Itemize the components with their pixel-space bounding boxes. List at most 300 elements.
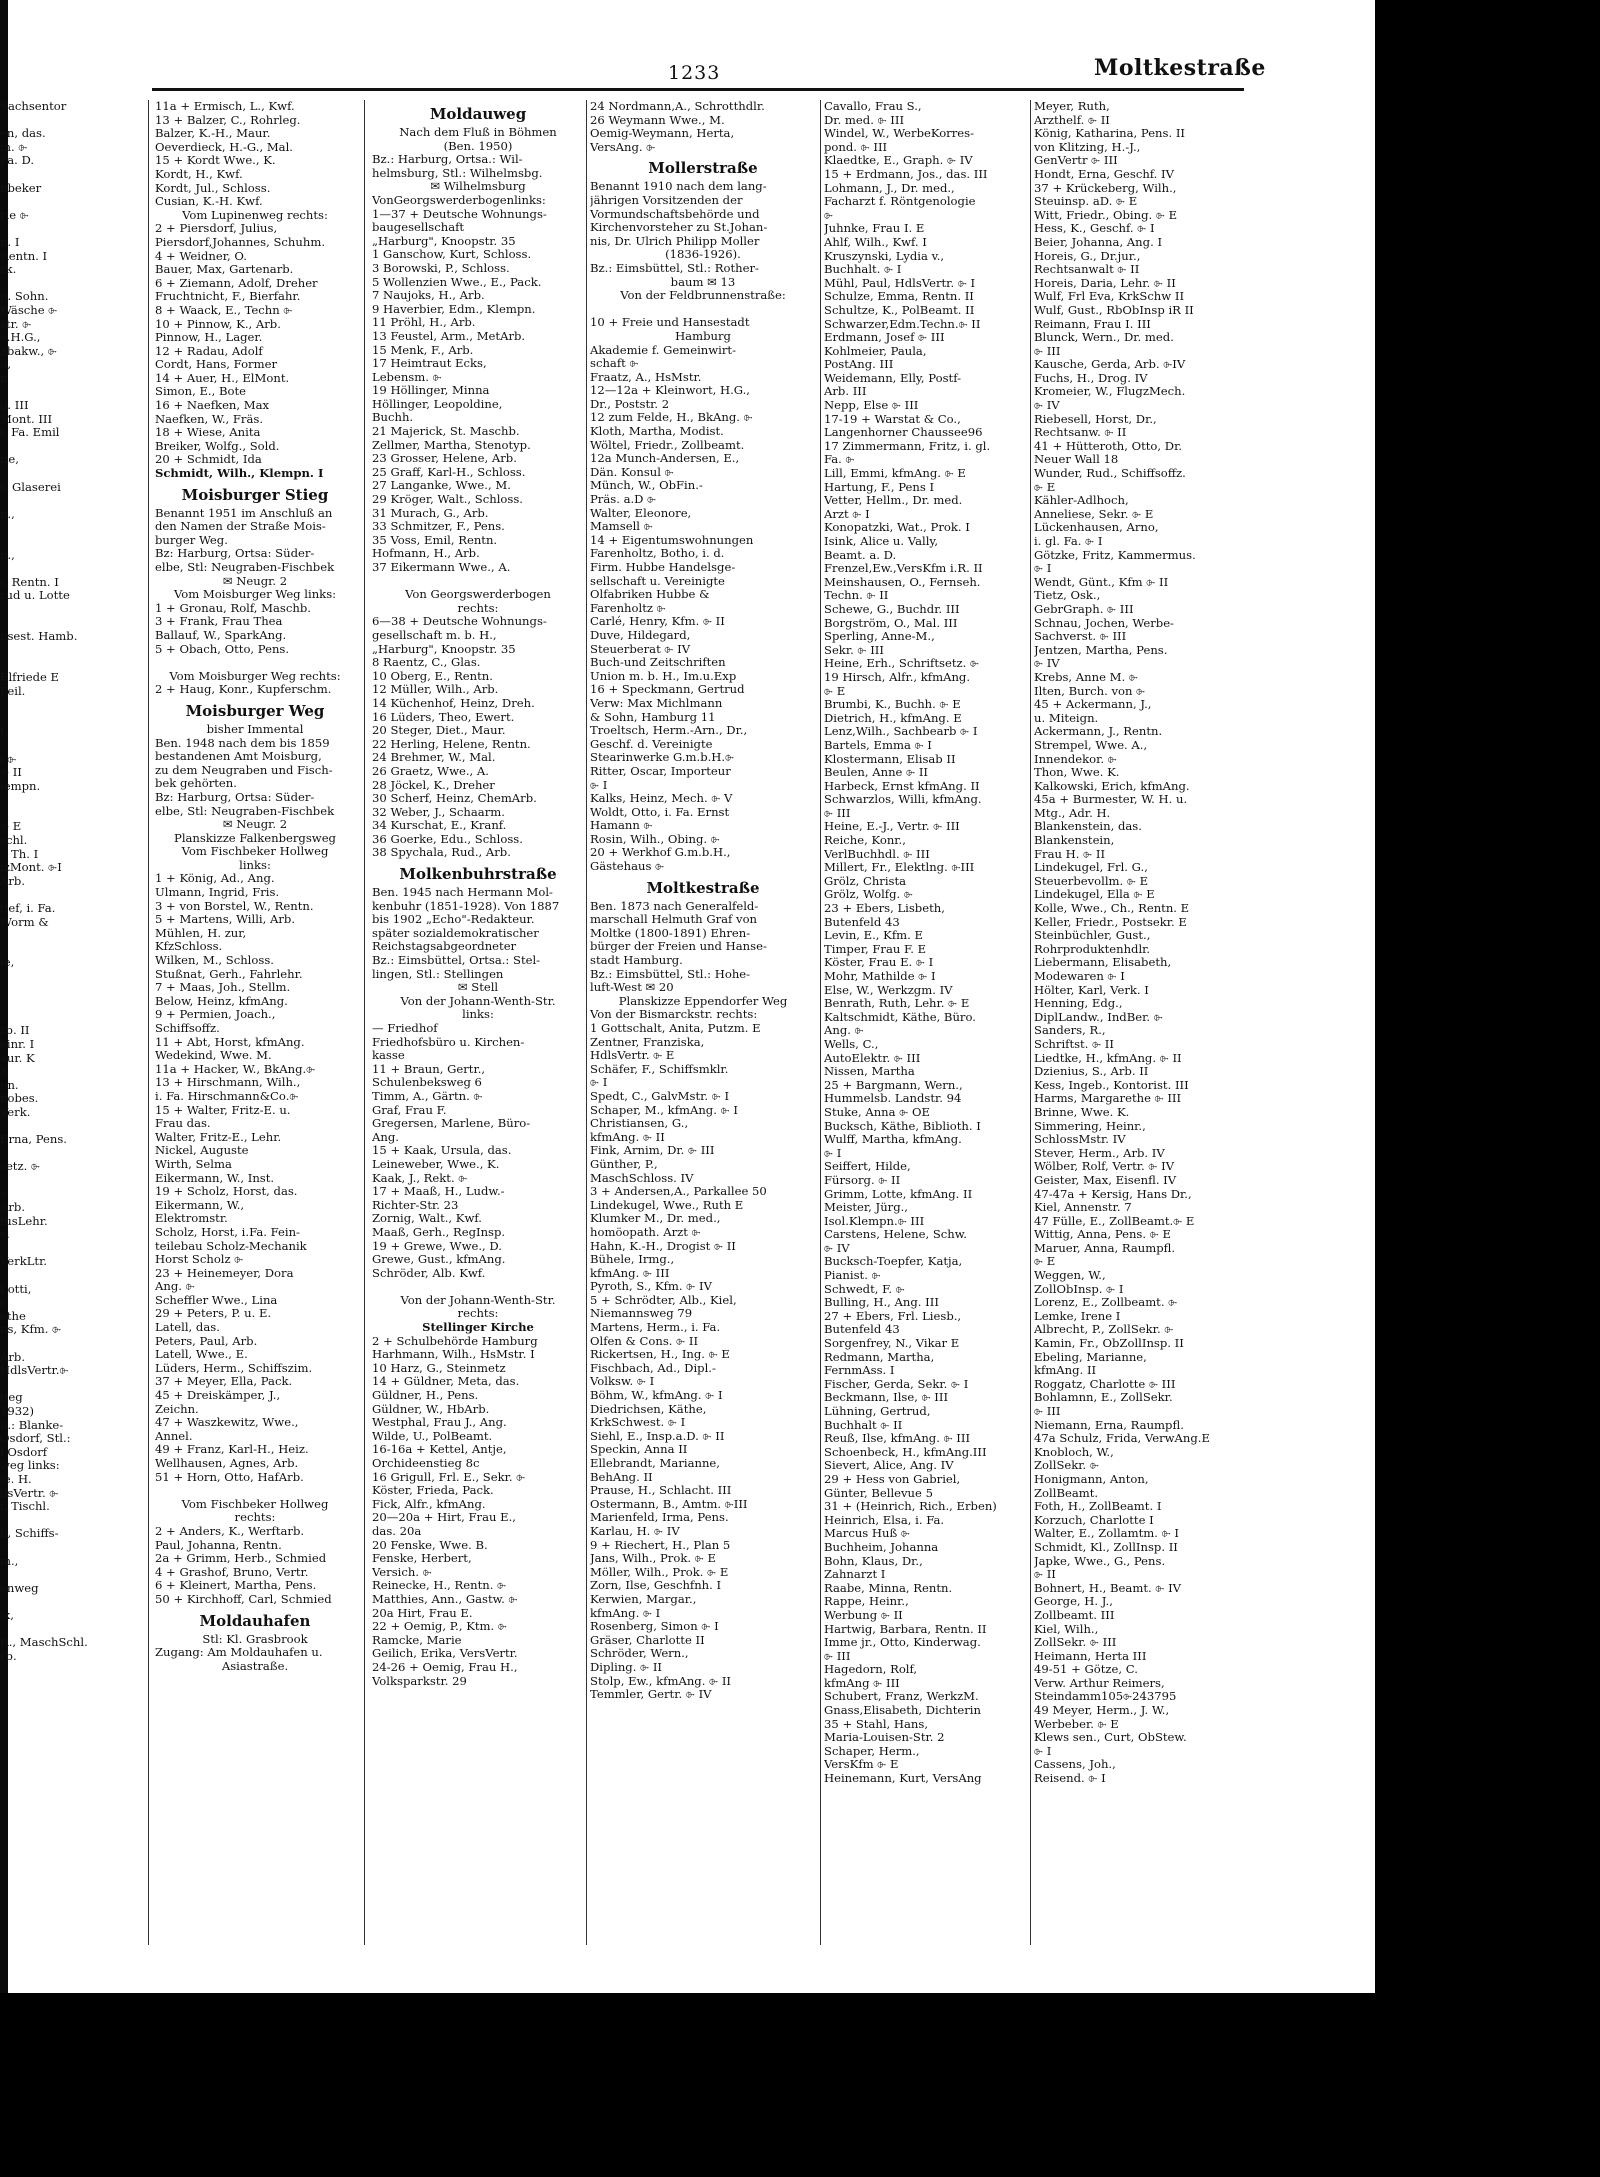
- entry-line: rud u. Lotte: [0, 589, 70, 603]
- entry-line: 2 + Haug, Konr., Kupferschm.: [155, 683, 332, 697]
- entry-line: Foth, H., ZollBeamt. I: [1034, 1500, 1162, 1514]
- entry-line: [0, 984, 140, 998]
- street-heading: Molkenbuhrstraße: [399, 865, 557, 884]
- entry-line: Kerwien, Margar.,: [590, 1592, 697, 1606]
- entry-line: Eikermann, W., Inst.: [155, 1171, 275, 1185]
- entry-line: Temmler, Gertr. ⌱ IV: [590, 1688, 712, 1702]
- entry-line: Maruer, Anna, Raumpfl.: [1034, 1241, 1176, 1255]
- entry-line: Blankenstein,: [1034, 834, 1115, 848]
- entry-line: Hartwig, Barbara, Rentn. II: [824, 1622, 987, 1636]
- entry-line: Planskizze Eppendorfer Weg: [618, 994, 788, 1008]
- entry-line: bürger der Freien und Hanse-: [590, 940, 767, 954]
- entry-line: Lebensm. ⌱: [372, 370, 442, 384]
- entry-line: Dzienius, S., Arb. II: [1034, 1065, 1149, 1079]
- entry-line: 10 + Freie und Hansestadt: [590, 316, 750, 330]
- entry-line: 20 + Schmidt, Ida: [155, 453, 262, 467]
- entry-line: 14 + Eigentumswohnungen: [590, 533, 754, 547]
- entry-line: Heine, E.-J., Vertr. ⌱ III: [824, 820, 960, 834]
- entry-line: weg links:: [0, 1459, 60, 1473]
- entry-line: Weggen, W.,: [1034, 1269, 1106, 1283]
- entry-line: [0, 1378, 140, 1392]
- entry-line: Albrecht, P., ZollSekr. ⌱: [1034, 1323, 1174, 1337]
- entry-line: Weidemann, Elly, Postf-: [824, 371, 962, 385]
- entry-line: helmsburg, Stl.: Wilhelmsbg.: [372, 166, 543, 180]
- entry-line: Schulze, Emma, Rentn. II: [824, 290, 974, 304]
- entry-line: [0, 467, 140, 481]
- entry-line: Meyer, Ruth,: [1034, 100, 1110, 113]
- entry-line: d,: [0, 358, 12, 372]
- entry-line: Vom Moisburger Weg links:: [173, 588, 337, 602]
- entry-line: teilebau Scholz-Mechanik: [155, 1239, 307, 1253]
- entry-line: Meister, Jürg.,: [824, 1201, 908, 1215]
- entry-line: Präs. a.D ⌱: [590, 493, 657, 507]
- header-rule: [152, 88, 1244, 91]
- entry-line: Hofmann, H., Arb.: [372, 547, 480, 561]
- entry-line: Lindekugel, Wwe., Ruth E: [590, 1198, 744, 1212]
- entry-line: Werbung ⌱ II: [824, 1608, 903, 1622]
- entry-line: Rentn. I: [0, 249, 48, 263]
- entry-line: Heinrich, Elsa, i. Fa.: [824, 1513, 945, 1527]
- entry-line: Wulf, Frl Eva, KrkSchw II: [1034, 290, 1185, 304]
- entry-line: 11a + Ermisch, L., Kwf.: [155, 100, 295, 113]
- entry-line: Fenske, Herbert,: [372, 1552, 472, 1566]
- entry-line: Dän. Konsul ⌱: [590, 465, 674, 479]
- entry-line: 17 Heimtraut Ecks,: [372, 357, 487, 371]
- entry-line: Köster, Frieda, Pack.: [372, 1484, 494, 1498]
- entry-line: 2 + Piersdorf, Julius,: [155, 222, 278, 236]
- entry-line: ✉ Neugr. 2: [222, 818, 288, 832]
- entry-line: [155, 656, 355, 670]
- entry-line: SchlossMstr. IV: [1034, 1133, 1126, 1147]
- entry-line: Marienfeld, Irma, Pens.: [590, 1511, 729, 1525]
- running-head: Moltkestraße: [1094, 55, 1266, 81]
- entry-line: elbe, Stl: Neugraben-Fischbek: [155, 804, 335, 818]
- entry-line: Schäfer, F., Schiffsmklr.: [590, 1062, 729, 1076]
- entry-line: Olfen & Cons. ⌱ II: [590, 1334, 699, 1348]
- entry-line: Schwedt, F. ⌱: [824, 1282, 905, 1296]
- entry-line: Hagedorn, Rolf,: [824, 1663, 918, 1677]
- entry-line: lx,: [0, 1608, 14, 1622]
- entry-line: 13 + Balzer, C., Rohrleg.: [155, 113, 301, 127]
- entry-line: & Sohn, Hamburg 11: [590, 710, 716, 724]
- entry-line: Vetter, Hellm., Dr. med.: [824, 494, 963, 508]
- entry-line: 2 + Schulbehörde Hamburg: [372, 1334, 538, 1348]
- entry-line: Marcus Huß ⌱: [824, 1527, 910, 1541]
- entry-line: Zentner, Franziska,: [590, 1035, 705, 1049]
- entry-line: rechts:: [234, 1511, 276, 1525]
- entry-line: Mühl, Paul, HdlsVertr. ⌱ I: [824, 276, 976, 290]
- entry-line: Geister, Max, Eisenfl. IV: [1034, 1173, 1177, 1187]
- entry-line: Klumker M., Dr. med.,: [590, 1212, 721, 1226]
- entry-line: 24 Brehmer, W., Mal.: [372, 751, 496, 765]
- entry-line: Von der Johann-Wenth-Str.: [400, 1293, 556, 1307]
- entry-line: Wirth, Selma: [155, 1157, 232, 1171]
- entry-line: Duve, Hildegard,: [590, 628, 691, 642]
- entry-line: ⌱ E: [824, 684, 846, 698]
- entry-line: Worm &: [0, 915, 49, 929]
- entry-line: Ang. ⌱: [155, 1280, 195, 1294]
- entry-line: Strempel, Wwe. A.,: [1034, 738, 1148, 752]
- entry-line: 11 + Abt, Horst, kfmAng.: [155, 1035, 305, 1049]
- entry-line: 30 Scherf, Heinz, ChemArb.: [372, 792, 537, 806]
- entry-line: Farenholtz, Botho, i. d.: [590, 547, 725, 561]
- entry-line: 22 Herling, Helene, Rentn.: [372, 737, 531, 751]
- entry-line: Fürsorg. ⌱ II: [824, 1173, 901, 1187]
- column-2: [372, 100, 584, 1980]
- entry-line: ⌱ II: [0, 766, 22, 780]
- entry-line: [155, 1484, 355, 1498]
- entry-line: Ritter, Oscar, Importeur: [590, 764, 731, 778]
- entry-line: [0, 1147, 140, 1161]
- entry-line: Walter, Fritz-E., Lehr.: [155, 1130, 282, 1144]
- entry-line: Zugang: Am Moldauhafen u.: [155, 1646, 323, 1660]
- entry-line: Union m. b. H., Im.u.Exp: [590, 669, 737, 683]
- entry-line: R., MaschSchl.: [0, 1636, 88, 1650]
- entry-line: Günther, P.,: [590, 1157, 658, 1171]
- entry-line: ⌱ III: [1034, 1405, 1061, 1418]
- entry-line: BehAng. II: [590, 1470, 653, 1484]
- entry-line: 24-26 + Oemig, Frau H.,: [372, 1660, 518, 1674]
- entry-line: Lorenz, E., Zollbeamt. ⌱: [1034, 1296, 1178, 1310]
- entry-line: Cavallo, Frau S.,: [824, 100, 922, 113]
- entry-line: Henning, Edg.,: [1034, 997, 1123, 1011]
- entry-line: 20 + Werkhof G.m.b.H.,: [590, 846, 731, 860]
- entry-line: Siehl, E., Insp.a.D. ⌱ II: [590, 1429, 725, 1443]
- entry-line: Reinecke, H., Rentn. ⌱: [372, 1579, 507, 1593]
- street-heading: Moltkestraße: [646, 878, 760, 897]
- entry-line: 26 Graetz, Wwe., A.: [372, 764, 489, 778]
- entry-line: 49 + Franz, Karl-H., Heiz.: [155, 1443, 309, 1457]
- entry-line: George, H. J.,: [1034, 1595, 1113, 1609]
- entry-line: Grimm, Lotte, kfmAng. II: [824, 1187, 973, 1201]
- entry-line: Güldner, W., HbArb.: [372, 1402, 490, 1416]
- entry-line: Ramcke, Marie: [372, 1633, 462, 1647]
- entry-line: Fruchtnicht, F., Bierfahr.: [155, 290, 301, 304]
- entry-line: Konopatzki, Wat., Prok. I: [824, 521, 970, 535]
- entry-line: Zeichn.: [155, 1402, 199, 1416]
- entry-line: Rohrproduktenhdlr.: [1034, 942, 1151, 956]
- entry-line: [0, 1120, 140, 1134]
- entry-line: [0, 970, 140, 984]
- entry-line: 3 + Andersen,A., Parkallee 50: [590, 1185, 767, 1199]
- entry-line: 31 Murach, G., Arb.: [372, 506, 489, 520]
- entry-line: Bz.: Eimsbüttel, Stl.: Hohe-: [590, 967, 751, 981]
- entry-line: Schmidt, Kl., ZollInsp. II: [1034, 1540, 1178, 1554]
- entry-line: Steuerberat ⌱ IV: [590, 642, 691, 656]
- entry-line: en, das.: [0, 127, 46, 141]
- entry-line: Osdorf, Stl.:: [0, 1432, 71, 1446]
- entry-line: ZollSekr. ⌱: [1034, 1459, 1099, 1473]
- entry-line: Beckmann, Ilse, ⌱ III: [824, 1391, 949, 1405]
- entry-line: Friedhofsbüro u. Kirchen-: [372, 1035, 525, 1049]
- entry-line: [0, 807, 140, 821]
- entry-line: 1 + König, Ad., Ang.: [155, 872, 275, 886]
- entry-line: ⌱ I: [590, 778, 608, 792]
- entry-line: r, Rentn. I: [0, 575, 59, 589]
- entry-line: [372, 1280, 584, 1294]
- entry-line: Ang. ⌱: [824, 1024, 864, 1038]
- entry-line: s.: [0, 1228, 10, 1242]
- entry-line: 35 + Stahl, Hans,: [824, 1717, 929, 1731]
- entry-line: Pianist. ⌱: [824, 1269, 881, 1283]
- entry-line: ⌱ E: [1034, 1255, 1056, 1269]
- entry-line: Versich. ⌱: [372, 1565, 432, 1579]
- entry-line: 28 Jöckel, K., Dreher: [372, 778, 495, 792]
- entry-line: Gnass,Elisabeth, Dichterin: [824, 1704, 981, 1718]
- entry-line: Sorgenfrey, N., Vikar E: [824, 1337, 960, 1351]
- street-heading: Moldauweg: [429, 105, 527, 123]
- entry-line: Butenfeld 43: [824, 1323, 900, 1337]
- entry-line: Frau das.: [155, 1117, 211, 1131]
- entry-line: Feil.: [0, 684, 26, 698]
- entry-line: i. Fa. Hirschmann&Co.⌱: [155, 1089, 299, 1103]
- entry-line: Roggatz, Charlotte ⌱ III: [1034, 1377, 1176, 1391]
- entry-line: 12 + Radau, Adolf: [155, 344, 263, 358]
- entry-line: Redmann, Martha,: [824, 1350, 935, 1364]
- entry-line: Schwarzer,Edm.Techn.⌱ II: [824, 317, 981, 331]
- entry-line: Münch, W., ObFin.-: [590, 479, 703, 493]
- entry-line: fusLehr.: [0, 1214, 48, 1228]
- entry-line: kenbuhr (1851-1928). Von 1887: [372, 899, 560, 913]
- entry-line: Heine, Erh., Schriftsetz. ⌱: [824, 657, 980, 671]
- entry-line: Götzke, Fritz, Kammermus.: [1034, 548, 1196, 562]
- entry-line: 11 + Braun, Gertr.,: [372, 1062, 486, 1076]
- entry-line: [0, 1269, 140, 1283]
- entry-line: Sievert, Alice, Ang. IV: [824, 1459, 954, 1473]
- entry-line: tlef, i. Fa.: [0, 902, 56, 916]
- entry-line: 49-51 + Götze, C.: [1034, 1663, 1138, 1677]
- entry-line: 35 Voss, Emil, Rentn.: [372, 533, 498, 547]
- entry-line: Diedrichsen, Käthe,: [590, 1402, 707, 1416]
- entry-line: u. Sohn.: [0, 290, 49, 304]
- entry-line: Fraatz, A., HsMstr.: [590, 370, 702, 384]
- entry-line: Wäsche ⌱: [0, 303, 58, 317]
- entry-line: Lüders, Herm., Schiffszim.: [155, 1361, 313, 1375]
- entry-line: 19 Höllinger, Minna: [372, 384, 490, 398]
- entry-line: marschall Helmuth Graf von: [590, 913, 758, 927]
- entry-line: ite,: [0, 453, 19, 467]
- entry-line: Pyroth, S., Kfm. ⌱ IV: [590, 1280, 712, 1294]
- entry-line: bestandenen Amt Moisburg,: [155, 750, 322, 764]
- entry-line: Ulmann, Ingrid, Fris.: [155, 886, 280, 900]
- entry-line: Böhm, W., kfmAng. ⌱ I: [590, 1389, 723, 1403]
- entry-line: 27 + Ebers, Frl. Liesb.,: [824, 1309, 962, 1323]
- entry-line: Von der Johann-Wenth-Str.: [400, 994, 556, 1008]
- entry-line: Kohlmeier, Paula,: [824, 344, 927, 358]
- entry-line: Bohnert, H., Beamt. ⌱ IV: [1034, 1581, 1182, 1595]
- entry-line: Sekr. ⌱ III: [824, 643, 884, 657]
- entry-line: 47 Fülle, E., ZollBeamt.⌱ E: [1034, 1214, 1195, 1228]
- entry-line: ✉ Neugr. 2: [222, 574, 288, 588]
- entry-line: Breiker, Wolfg., Sold.: [155, 439, 280, 453]
- entry-line: Günter, Bellevue 5: [824, 1486, 933, 1500]
- entry-line: Hamann ⌱: [590, 819, 653, 833]
- entry-line: Keller, Friedr., Postsekr. E: [1034, 915, 1187, 929]
- entry-line: Bucksch-Toepfer, Katja,: [824, 1255, 963, 1269]
- entry-line: Kordt, H., Kwf.: [155, 167, 243, 181]
- entry-line: 20a Hirt, Frau E.: [372, 1606, 473, 1620]
- entry-line: pond. ⌱ III: [824, 140, 888, 154]
- entry-line: 12 zum Felde, H., BkAng. ⌱: [590, 411, 753, 425]
- entry-line: Kamin, Fr., ObZollInsp. II: [1034, 1337, 1184, 1351]
- entry-line: Grölz, Wolfg. ⌱: [824, 888, 913, 902]
- entry-line: Moltke (1800-1891) Ehren-: [590, 926, 751, 940]
- entry-line: i Osdorf: [0, 1445, 48, 1459]
- entry-line: Buch-und Zeitschriften: [590, 656, 726, 670]
- entry-line: Hahn, K.-H., Drogist ⌱ II: [590, 1239, 736, 1253]
- entry-line: Pinnow, H., Lager.: [155, 331, 263, 345]
- entry-line: ⌱ IV: [824, 1241, 850, 1255]
- entry-line: Fischbach, Ad., Dipl.-: [590, 1361, 716, 1375]
- entry-line: AutoElektr. ⌱ III: [824, 1051, 921, 1065]
- entry-line: 8 + Waack, E., Techn ⌱: [155, 303, 293, 317]
- entry-line: Bz.: Eimsbüttel, Ortsa.: Stel-: [372, 954, 541, 968]
- entry-line: Lohmann, J., Dr. med.,: [824, 181, 955, 195]
- entry-line: m.,: [0, 1554, 19, 1568]
- entry-line: h, Schiffs-: [0, 1527, 59, 1541]
- entry-line: [0, 943, 140, 957]
- entry-line: Juhnke, Frau I. E: [824, 222, 925, 236]
- entry-line: Rechtsanw. ⌱ II: [1034, 426, 1127, 440]
- entry-line: 20 Fenske, Wwe. B.: [372, 1538, 488, 1552]
- entry-line: 5 + Martens, Willi, Arb.: [155, 913, 296, 927]
- entry-line: 11a + Hacker, W., BkAng.⌱: [155, 1062, 316, 1076]
- entry-line: Kolle, Wwe., Ch., Rentn. E: [1034, 902, 1190, 916]
- entry-line: nsest. Hamb.: [0, 630, 78, 644]
- entry-line: sellschaft u. Vereinigte: [590, 574, 725, 588]
- entry-line: Dietrich, H., kfmAng. E: [824, 711, 962, 725]
- entry-line: 21 Majerick, St. Maschb.: [372, 425, 520, 439]
- entry-line: Naefken, W., Fräs.: [155, 412, 264, 426]
- entry-line: zu dem Neugraben und Fisch-: [155, 763, 333, 777]
- entry-line: Stever, Herm., Arb. IV: [1034, 1146, 1165, 1160]
- entry-line: 19 + Grewe, Wwe., D.: [372, 1239, 502, 1253]
- entry-line: Oeverdieck, H.-G., Mal.: [155, 140, 293, 154]
- entry-line: Reichstagsabgeordneter: [372, 940, 517, 954]
- entry-line: Lotti,: [0, 1282, 32, 1296]
- entry-line: Karlau, H. ⌱ IV: [590, 1524, 680, 1538]
- entry-line: Eikermann, W.,: [155, 1198, 245, 1212]
- entry-line: MaschSchloss. IV: [590, 1171, 694, 1185]
- entry-line: Arb. III: [824, 385, 867, 399]
- entry-line: g. III: [0, 399, 29, 413]
- entry-line: Zahnarzt I: [824, 1568, 886, 1582]
- entry-line: Zellmer, Martha, Stenotyp.: [372, 438, 531, 452]
- entry-line: Benannt 1951 im Anschluß an: [155, 506, 333, 520]
- entry-line: 50 + Kirchhoff, Carl, Schmied: [155, 1592, 332, 1606]
- entry-line: HdlsVertr.⌱: [0, 1364, 69, 1378]
- entry-line: Vom Lupinenweg rechts:: [182, 208, 328, 222]
- entry-line: Vormundschaftsbehörde und: [590, 207, 760, 221]
- entry-line: Raabe, Minna, Rentn.: [824, 1581, 953, 1595]
- entry-line: Mtg., Adr. H.: [1034, 806, 1111, 820]
- column-divider: [1030, 100, 1031, 1945]
- entry-line: Stl: Kl. Grasbrook: [202, 1632, 308, 1646]
- entry-line: Bohlamnn, E., ZollSekr.: [1034, 1391, 1173, 1405]
- entry-line: Steuerbevollm. ⌱ E: [1034, 874, 1149, 888]
- entry-line: 17-19 + Warstat & Co.,: [824, 412, 961, 426]
- entry-line: Wittig, Anna, Pens. ⌱ E: [1034, 1228, 1171, 1242]
- column-5: [1034, 100, 1244, 1980]
- entry-line: Reiche, Konr.,: [824, 834, 906, 848]
- entry-line: nbeker: [0, 181, 42, 195]
- scan-dark-margin: [1375, 0, 1600, 2177]
- entry-line: DiplLandw., IndBer. ⌱: [1034, 1010, 1163, 1024]
- entry-line: Nickel, Auguste: [155, 1144, 249, 1158]
- entry-line: Spedt, C., GalvMstr. ⌱ I: [590, 1089, 730, 1103]
- entry-line: n: [0, 371, 8, 385]
- entry-line: ⌱ III: [824, 806, 851, 820]
- entry-line: nis, Dr. Ulrich Philipp Moller: [590, 234, 760, 248]
- entry-line: Horeis, G., Dr.jur.,: [1034, 249, 1141, 263]
- entry-line: o.H.G.,: [0, 331, 41, 345]
- entry-line: GenVertr ⌱ III: [1034, 154, 1118, 168]
- column-0: [0, 100, 140, 1980]
- entry-line: Arzt ⌱ I: [824, 507, 870, 521]
- entry-line: Schulenbeksweg 6: [372, 1076, 482, 1090]
- entry-line: 23 + Ebers, Lisbeth,: [824, 902, 945, 916]
- entry-line: baugesellschaft: [372, 221, 465, 235]
- entry-line: König, Katharina, Pens. II: [1034, 127, 1185, 141]
- entry-line: Bz: Harburg, Ortsa: Süder-: [155, 790, 315, 804]
- entry-line: Steinbüchler, Gust.,: [1034, 929, 1151, 943]
- entry-line: m. ⌱: [0, 140, 28, 154]
- entry-line: 1 Ganschow, Kurt, Schloss.: [372, 248, 532, 262]
- entry-line: 16 + Naefken, Max: [155, 399, 270, 413]
- entry-line: Honigmann, Anton,: [1034, 1472, 1149, 1486]
- entry-line: Dr., Poststr. 2: [590, 397, 670, 411]
- street-heading: Mollerstraße: [648, 159, 758, 178]
- entry-line: Peters, Paul, Arb.: [155, 1334, 258, 1348]
- entry-line: Klostermann, Elisab II: [824, 752, 956, 766]
- entry-line: [0, 535, 140, 549]
- entry-line: jährigen Vorsitzenden der: [590, 193, 743, 207]
- entry-line: 6 + Kleinert, Martha, Pens.: [155, 1579, 317, 1593]
- entry-line: Horeis, Daria, Lehr. ⌱ II: [1034, 276, 1176, 290]
- entry-line: ⌱: [824, 208, 834, 222]
- entry-line: Frau H. ⌱ II: [1034, 847, 1106, 861]
- entry-line: 20—20a + Hirt, Frau E.,: [372, 1511, 516, 1525]
- entry-line: Ahlf, Wilh., Kwf. I: [824, 235, 927, 249]
- entry-line: Piersdorf,Johannes, Schuhm.: [155, 235, 326, 249]
- entry-line: Innendekor. ⌱: [1034, 752, 1117, 766]
- entry-line: Carlé, Henry, Kfm. ⌱ II: [590, 615, 725, 629]
- entry-line: Arb.: [0, 1201, 26, 1215]
- entry-line: [0, 114, 140, 128]
- entry-line: Firm. Hubbe Handelsge-: [590, 561, 736, 574]
- entry-line: Neuer Wall 18: [1034, 453, 1119, 467]
- entry-line: Steindamm105⌱243795: [1034, 1690, 1177, 1704]
- entry-line: 8 Raentz, C., Glas.: [372, 656, 481, 670]
- entry-line: Kiel, Annenstr. 7: [1034, 1201, 1132, 1215]
- entry-line: Woldt, Otto, i. Fa. Ernst: [590, 805, 730, 819]
- entry-line: [0, 888, 140, 902]
- entry-line: Zorn, Ilse, Geschfnh. I: [590, 1579, 722, 1593]
- entry-line: [372, 575, 584, 589]
- entry-line: kfmAng. II: [1034, 1364, 1097, 1378]
- street-heading: Moldauhafen: [199, 1611, 311, 1630]
- entry-line: [0, 698, 140, 712]
- entry-line: Ostermann, B., Amtm. ⌱III: [590, 1497, 748, 1511]
- entry-line: [0, 1011, 140, 1025]
- entry-line: „Harburg", Knoopstr. 35: [372, 234, 516, 248]
- entry-line: Lindekugel, Frl. G.,: [1034, 861, 1148, 875]
- entry-line: ⌱ I: [1034, 562, 1052, 576]
- entry-line: von Klitzing, H.-J.,: [1034, 140, 1141, 154]
- entry-line: 16-16a + Kettel, Antje,: [372, 1443, 507, 1457]
- entry-line: Wilken, M., Schloss.: [155, 954, 274, 968]
- entry-line: Sachverst. ⌱ III: [1034, 630, 1127, 644]
